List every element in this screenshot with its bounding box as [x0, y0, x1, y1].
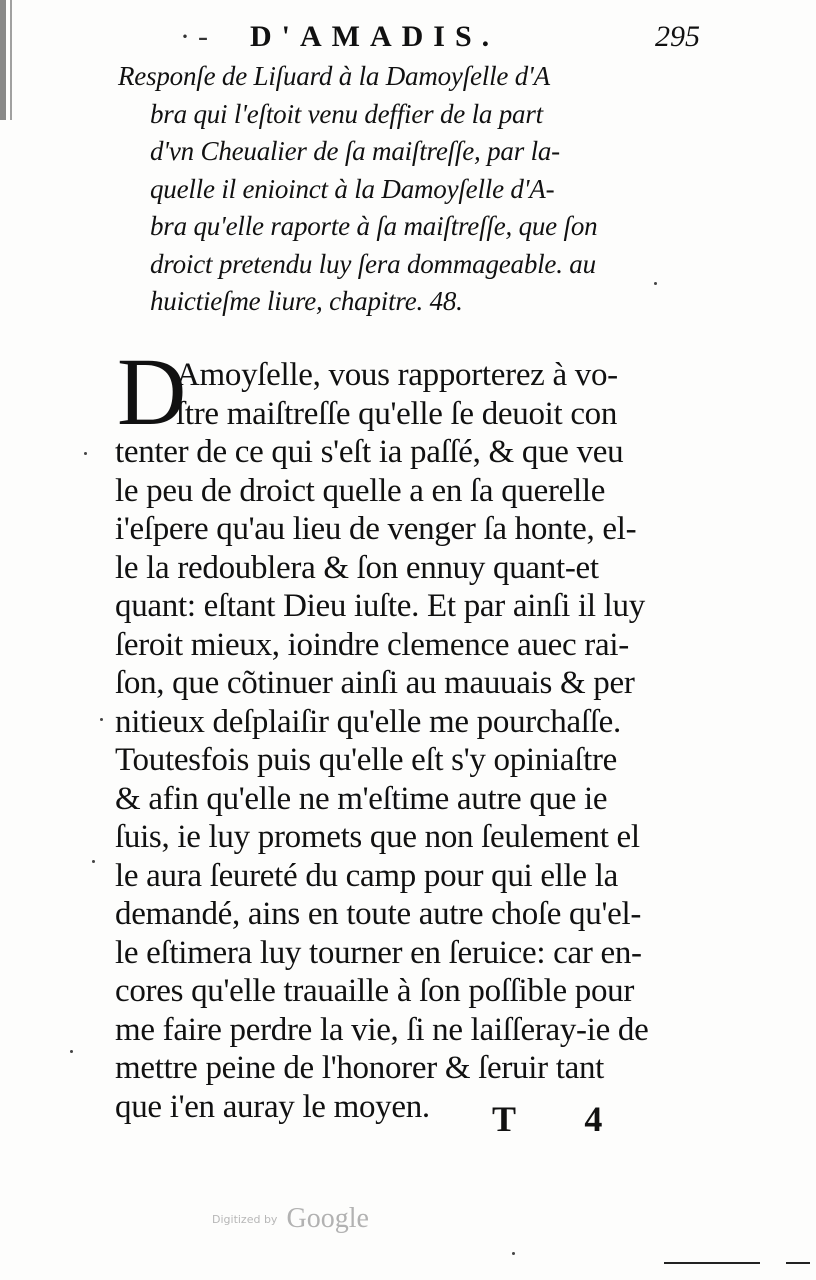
- heading-line: Responſe de Liſuard à la Damoyſelle d'A: [118, 61, 550, 91]
- body-line: ſeroit mieux, ioindre clemence auec rai-: [115, 626, 629, 663]
- body-line: quant: eſtant Dieu iuſte. Et par ainſi il luy: [115, 588, 645, 624]
- watermark-prefix: Digitized by: [212, 1212, 278, 1226]
- body-line: le la redoublera & ſon ennuy quant-et: [115, 549, 599, 586]
- heading-line: droict pretendu luy ſera dommageable. au: [150, 248, 596, 279]
- heading-line: bra qui l'eſtoit venu deffier de la part: [150, 98, 543, 129]
- heading-line: d'vn Cheualier de ſa maiſtreſſe, par la-: [150, 136, 560, 166]
- chapter-heading: [118, 58, 678, 321]
- body-line: que i'en auray le moyen.: [115, 1088, 430, 1125]
- body-line: demandé, ains en toute autre choſe qu'el-: [115, 896, 642, 932]
- body-line: ſon, que cõtinuer ainſi au mauuais & per: [115, 665, 635, 701]
- page-edge-rule: [664, 1262, 760, 1264]
- drop-cap: D: [117, 338, 187, 445]
- page-edge-rule: [786, 1262, 810, 1264]
- running-head: [180, 20, 700, 56]
- body-line: ſtre maiſtreſſe qu'elle ſe deuoit con: [176, 395, 618, 432]
- body-line: tenter de ce qui s'eſt ia paſſé, & que veu: [115, 434, 624, 470]
- binding-edge: [0, 0, 22, 120]
- page-number: 295: [655, 20, 700, 53]
- ink-speck: [70, 1050, 73, 1053]
- running-head-title: D'AMADIS.: [250, 20, 500, 53]
- heading-line: huictieſme liure, chapitre. 48.: [150, 286, 463, 316]
- digitized-watermark: [212, 1203, 369, 1235]
- body-line: Amoyſelle, vous rapporterez à vo-: [176, 357, 618, 393]
- body-text: [115, 356, 705, 1126]
- ink-speck: [512, 1252, 515, 1255]
- heading-line: quelle il enioinct à la Damoyſelle d'A-: [150, 173, 555, 204]
- body-line: nitieux deſplaiſir qu'elle me pourchaſſe.: [115, 703, 621, 740]
- ink-speck: [92, 860, 95, 863]
- running-head-ornament: ·-: [180, 20, 216, 53]
- body-line: le aura ſeureté du camp pour qui elle la: [115, 857, 618, 894]
- ink-speck: [654, 282, 657, 285]
- body-line: me faire perdre la vie, ſi ne laiſſeray-ie de: [115, 1011, 649, 1048]
- body-line: mettre peine de l'honorer & ſeruir tant: [115, 1050, 605, 1086]
- ink-speck: [84, 452, 87, 455]
- signature-mark: T 4: [492, 1099, 633, 1139]
- body-line: & afin qu'elle ne m'eſtime autre que ie: [115, 780, 608, 817]
- body-line: ſuis, ie luy promets que non ſeulement el: [115, 819, 640, 855]
- body-line: cores qu'elle trauaille à ſon poſſible pour: [115, 973, 635, 1009]
- body-line: Toutesfois puis qu'elle eſt s'y opiniaſtre: [115, 742, 617, 778]
- heading-line: bra qu'elle raporte à ſa maiſtreſſe, que ſon: [150, 211, 598, 241]
- body-line: le peu de droict quelle a en ſa querelle: [115, 472, 606, 509]
- body-line: i'eſpere qu'au lieu de venger ſa honte, el-: [115, 511, 637, 547]
- body-line: le eſtimera luy tourner en ſeruice: car en-: [115, 934, 642, 971]
- google-logo: Google: [286, 1203, 369, 1234]
- ink-speck: [100, 718, 103, 721]
